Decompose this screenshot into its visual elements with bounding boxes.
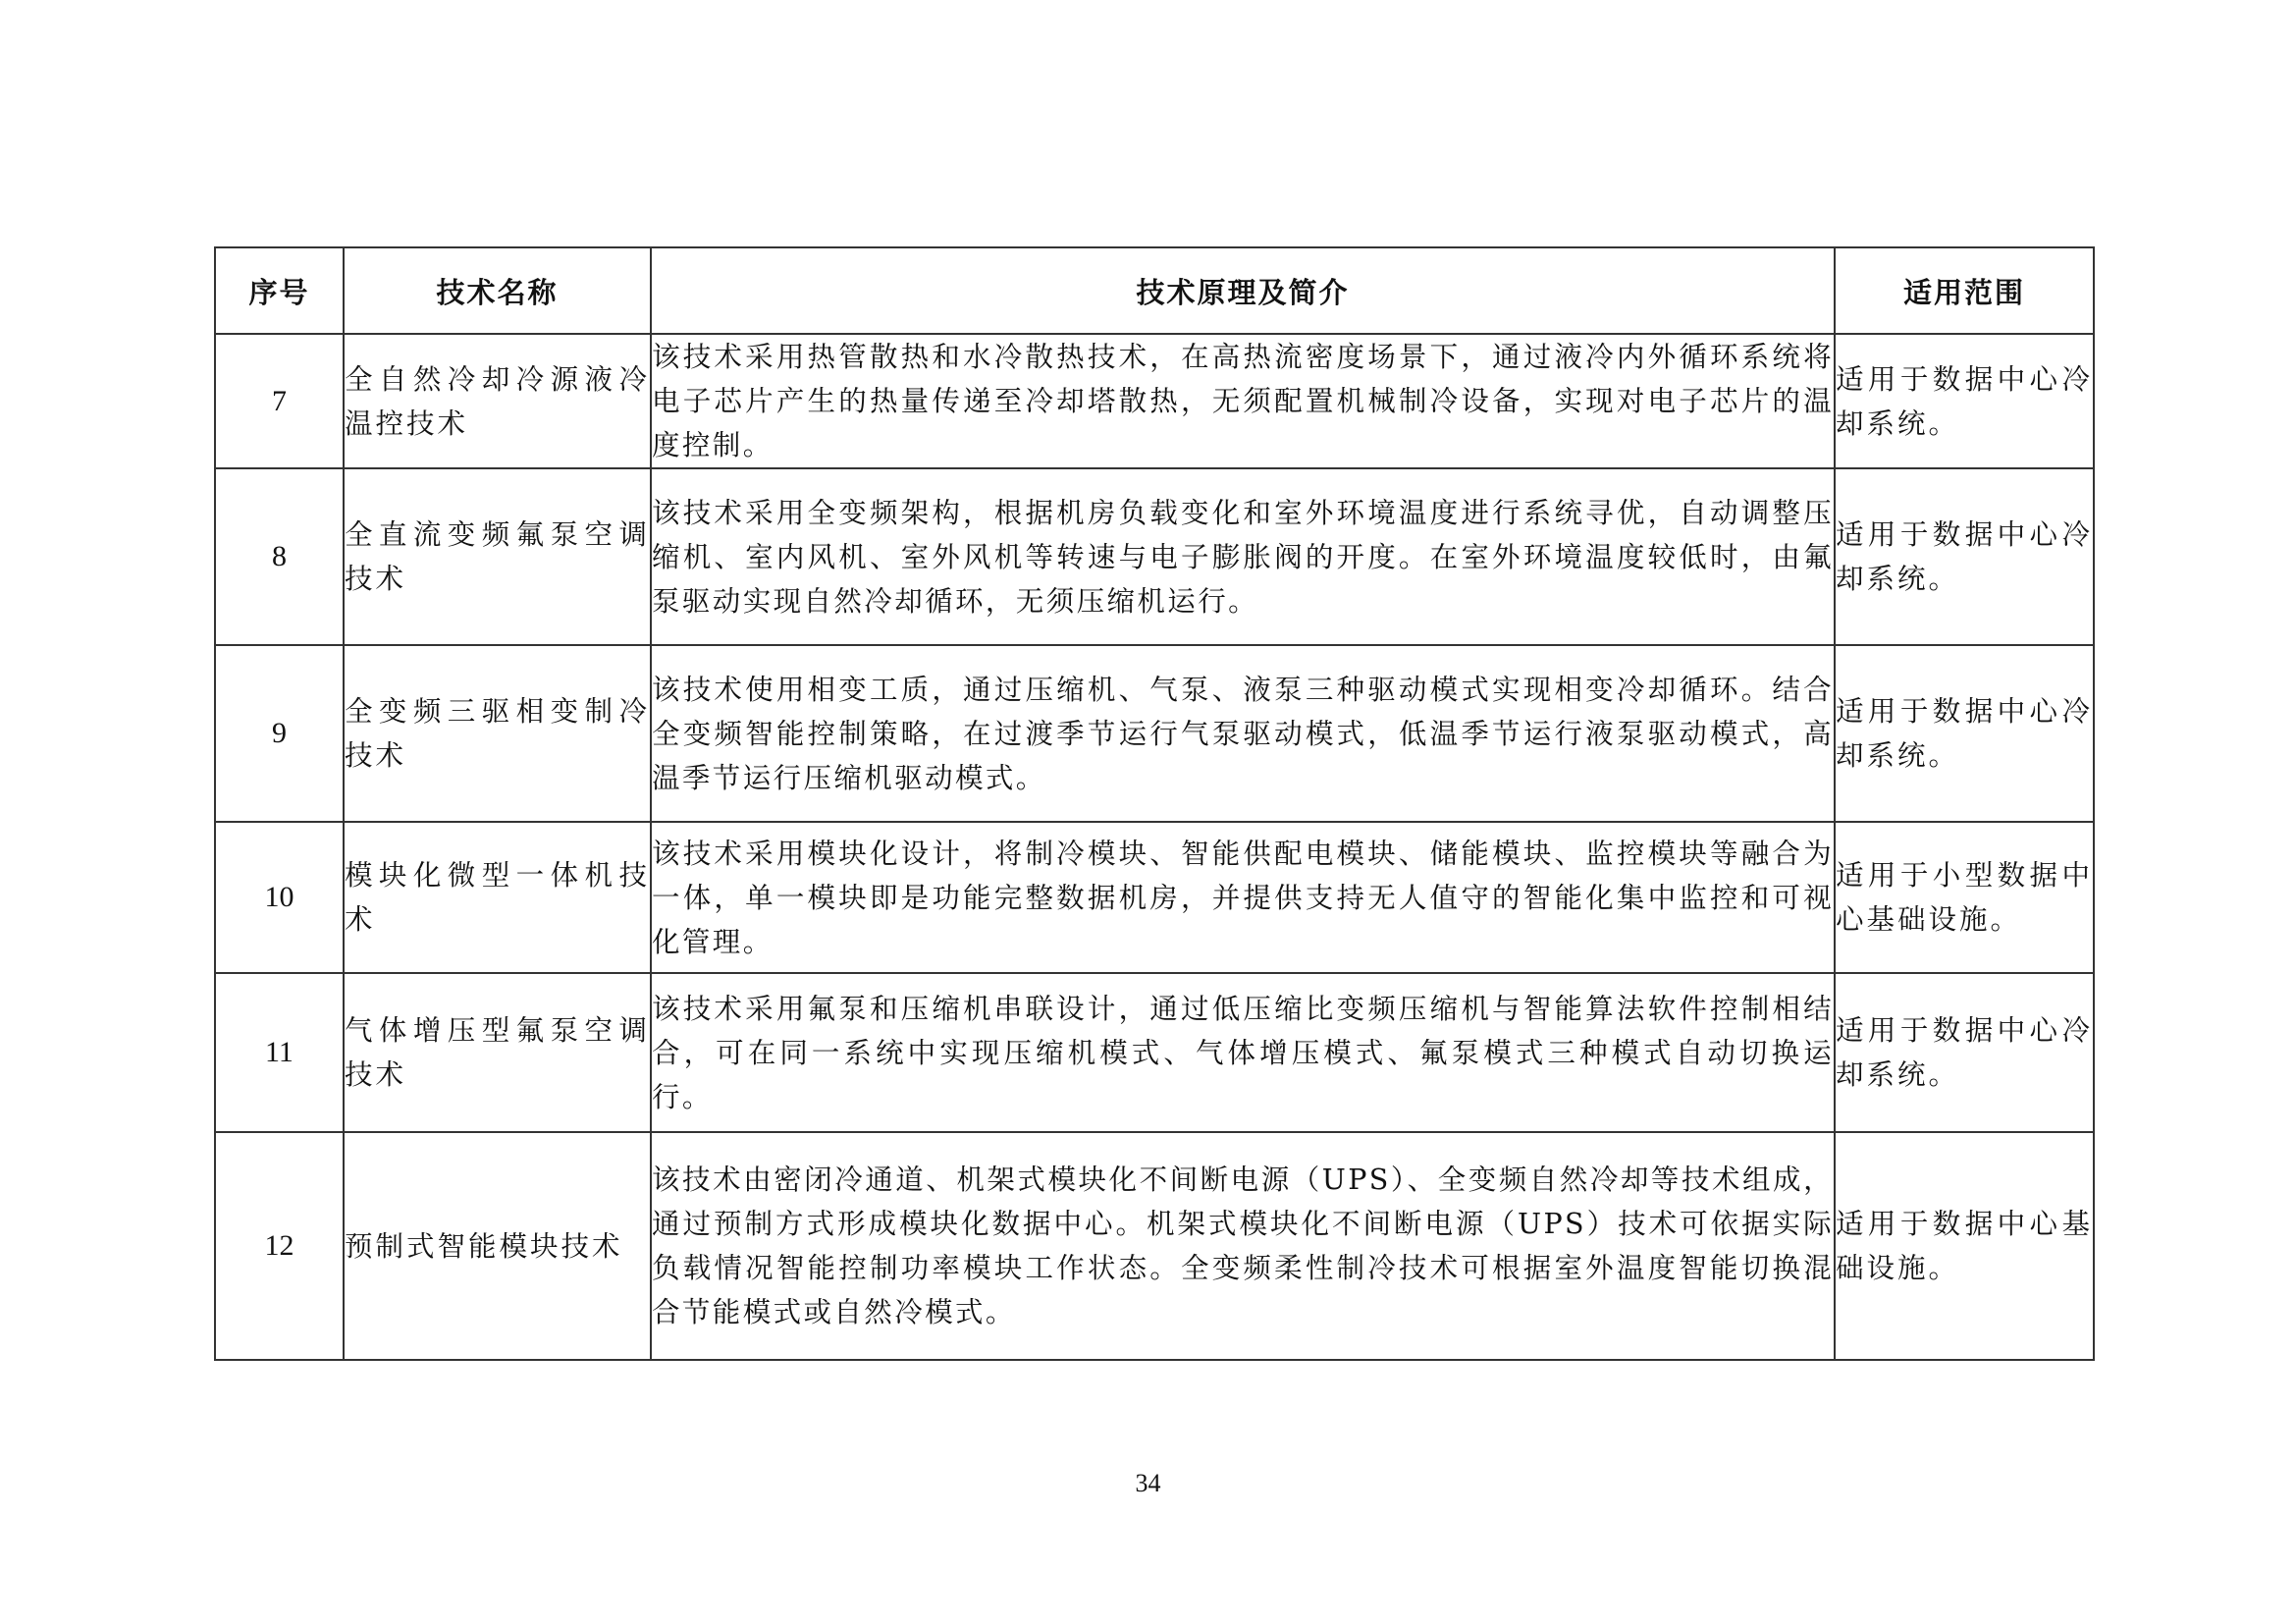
header-serial-number: 序号 — [215, 247, 344, 334]
table-row — [215, 973, 2094, 1132]
technology-description: 该技术由密闭冷通道、机架式模块化不间断电源（UPS）、全变频自然冷却等技术组成，通过预制方式形成模块化数据中心。机架式模块化不间断电源（UPS）技术可依据实际负载情况智能控制功率模块工作状态。全变频柔性制冷技术可根据室外温度智能切换混合节能模式或自然冷模式。 — [651, 1132, 1835, 1360]
table-row — [215, 645, 2094, 822]
row-number: 10 — [215, 822, 344, 973]
row-number: 7 — [215, 334, 344, 468]
applicable-scope: 适用于数据中心冷却系统。 — [1835, 468, 2094, 645]
applicable-scope: 适用于数据中心冷却系统。 — [1835, 973, 2094, 1132]
technology-name: 气体增压型氟泵空调技术 — [344, 973, 651, 1132]
header-principle-description: 技术原理及简介 — [651, 247, 1835, 334]
applicable-scope: 适用于数据中心冷却系统。 — [1835, 334, 2094, 468]
table-row — [215, 1132, 2094, 1360]
technology-name: 全自然冷却冷源液冷温控技术 — [344, 334, 651, 468]
technology-description: 该技术采用氟泵和压缩机串联设计，通过低压缩比变频压缩机与智能算法软件控制相结合，可在同一系统中实现压缩机模式、气体增压模式、氟泵模式三种模式自动切换运行。 — [651, 973, 1835, 1132]
row-number: 12 — [215, 1132, 344, 1360]
applicable-scope: 适用于数据中心冷却系统。 — [1835, 645, 2094, 822]
technology-name: 预制式智能模块技术 — [344, 1132, 651, 1360]
header-applicable-scope: 适用范围 — [1835, 247, 2094, 334]
technology-name: 模块化微型一体机技术 — [344, 822, 651, 973]
header-technology-name: 技术名称 — [344, 247, 651, 334]
technology-description: 该技术使用相变工质，通过压缩机、气泵、液泵三种驱动模式实现相变冷却循环。结合全变频智能控制策略，在过渡季节运行气泵驱动模式，低温季节运行液泵驱动模式，高温季节运行压缩机驱动模式。 — [651, 645, 1835, 822]
row-number: 8 — [215, 468, 344, 645]
technology-description: 该技术采用热管散热和水冷散热技术，在高热流密度场景下，通过液冷内外循环系统将电子芯片产生的热量传递至冷却塔散热，无须配置机械制冷设备，实现对电子芯片的温度控制。 — [651, 334, 1835, 468]
page-number: 34 — [1135, 1469, 1161, 1497]
row-number: 9 — [215, 645, 344, 822]
table-row — [215, 822, 2094, 973]
row-number: 11 — [215, 973, 344, 1132]
technology-description: 该技术采用模块化设计，将制冷模块、智能供配电模块、储能模块、监控模块等融合为一体，单一模块即是功能完整数据机房，并提供支持无人值守的智能化集中监控和可视化管理。 — [651, 822, 1835, 973]
table-row — [215, 468, 2094, 645]
technology-name: 全变频三驱相变制冷技术 — [344, 645, 651, 822]
technology-description: 该技术采用全变频架构，根据机房负载变化和室外环境温度进行系统寻优，自动调整压缩机、室内风机、室外风机等转速与电子膨胀阀的开度。在室外环境温度较低时，由氟泵驱动实现自然冷却循环，无须压缩机运行。 — [651, 468, 1835, 645]
applicable-scope: 适用于数据中心基础设施。 — [1835, 1132, 2094, 1360]
technology-name: 全直流变频氟泵空调技术 — [344, 468, 651, 645]
table-header-row — [215, 247, 2094, 334]
applicable-scope: 适用于小型数据中心基础设施。 — [1835, 822, 2094, 973]
technology-table — [214, 246, 2095, 1361]
table-row — [215, 334, 2094, 468]
